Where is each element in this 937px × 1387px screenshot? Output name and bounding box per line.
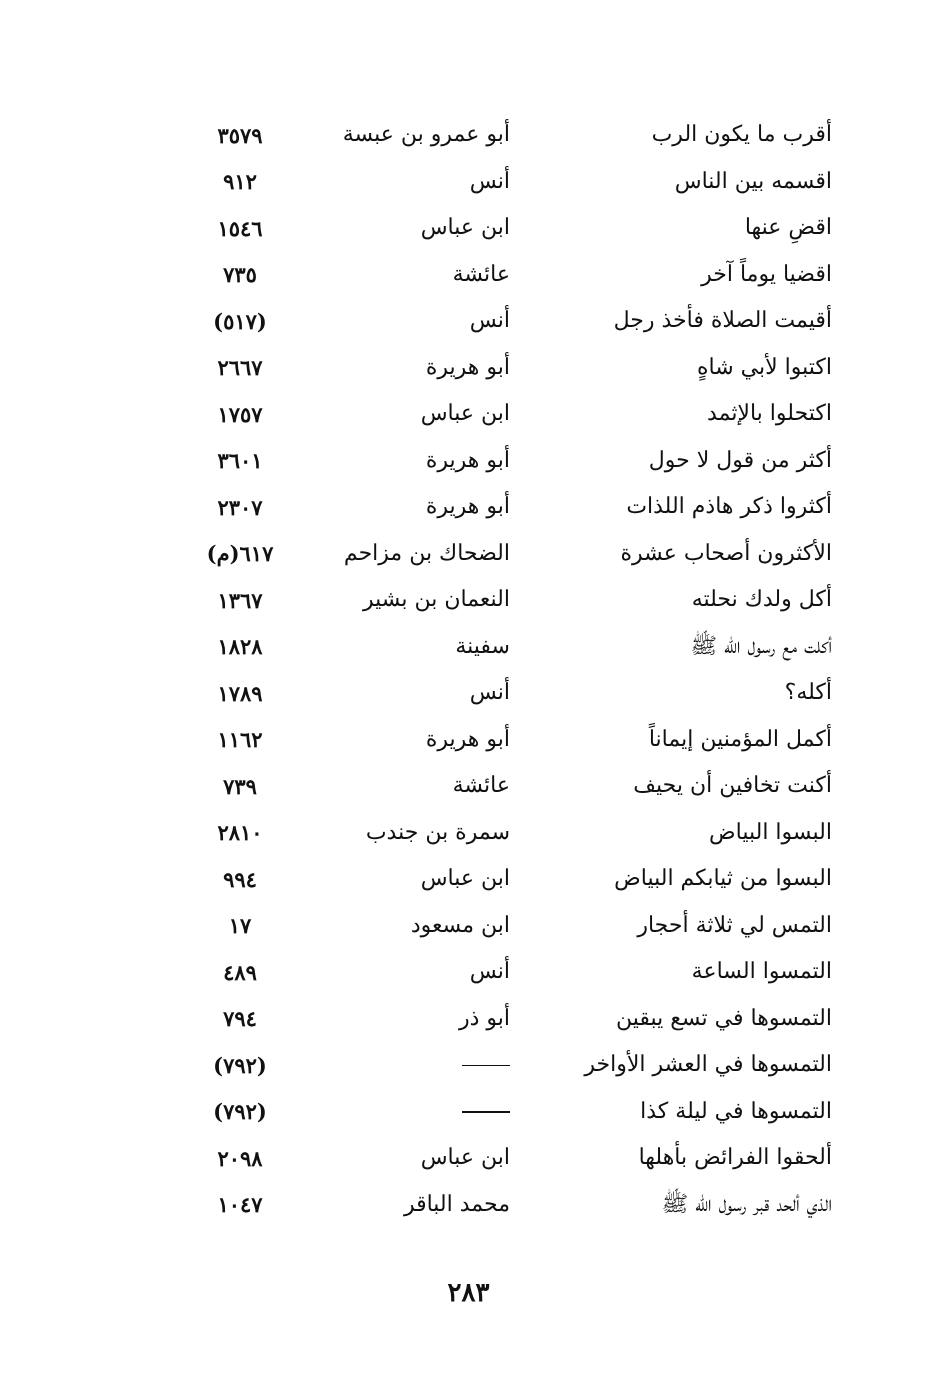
table-row [180,996,840,1043]
narrator-name: ابن عباس [420,1145,510,1171]
narrator-name: أبو ذر [458,1005,510,1031]
table-row [180,1182,840,1229]
hadith-number: (٥١٧) [213,308,267,334]
table-row [180,856,840,903]
hadith-number: ٧٣٥ [223,262,257,288]
table-row [180,763,840,810]
hadith-text: التمس لي ثلاثة أحجار [637,912,832,938]
narrator-name: عائشة [452,773,510,799]
hadith-text: اكتحلوا بالإثمد [707,401,832,427]
hadith-number: ١٧٨٩ [217,680,263,706]
hadith-number: ١٠٤٧ [217,1192,263,1218]
table-row [180,345,840,392]
narrator-name: سفينة [455,633,510,659]
table-row [180,298,840,345]
hadith-number: ١٨٢٨ [217,634,263,660]
table-row [180,1089,840,1136]
hadith-number: ١٧٥٧ [217,401,263,427]
narrator-name: ابن عباس [420,215,510,241]
hadith-text: التمسوها في العشر الأواخر [584,1052,832,1078]
hadith-text: أقرب ما يكون الرب [651,122,832,148]
hadith-index-table [180,112,840,1228]
page-number: ٢٨٣ [447,1278,490,1308]
hadith-number: ٧٣٩ [223,773,257,799]
narrator-name: محمد الباقر [403,1191,510,1217]
narrator-name: ابن مسعود [410,912,510,938]
narrator-name: النعمان بن بشير [362,587,510,613]
hadith-number: ٣٥٧٩ [217,122,263,148]
hadith-number: ٣٦٠١ [217,448,263,474]
hadith-number: (٧٩٢) [213,1052,267,1078]
narrator-name: أبو هريرة [425,354,510,380]
hadith-text: البسوا من ثيابكم البياض [614,866,832,892]
hadith-number: ٢٣٠٧ [217,494,263,520]
hadith-number: ٢٦٦٧ [217,355,263,381]
ditto-dash [462,1111,510,1113]
narrator-name: أنس [469,168,510,194]
hadith-number: ٤٨٩ [223,959,257,985]
hadith-text: اقضِ عنها [744,215,832,241]
table-row [180,810,840,857]
hadith-number: ٩١٢ [223,169,257,195]
hadith-number: (٧٩٢) [213,1099,267,1125]
hadith-text: أكلت مع رسول الله ﷺ [690,633,832,659]
hadith-number: ١١٦٢ [217,727,263,753]
narrator-name: الضحاك بن مزاحم [343,540,510,566]
table-row [180,670,840,717]
table-row [180,1042,840,1089]
hadith-text: ألحقوا الفرائض بأهلها [638,1145,832,1171]
hadith-number: ١٣٦٧ [217,587,263,613]
table-row [180,624,840,671]
narrator-name: أبو هريرة [425,494,510,520]
hadith-text: التمسوها في ليلة كذا [640,1098,832,1124]
ditto-dash [462,1065,510,1067]
hadith-number: ٦١٧(م) [206,541,274,567]
hadith-text: البسوا البياض [709,819,832,845]
narrator-name: أبو هريرة [425,726,510,752]
hadith-text: اقسمه بين الناس [674,168,832,194]
table-row [180,391,840,438]
narrator-name: أبو عمرو بن عبسة [342,122,510,148]
table-row [180,159,840,206]
narrator-name: أنس [469,680,510,706]
hadith-text: أكله؟ [784,680,832,706]
hadith-text: أكل ولدك نحلته [691,587,832,613]
narrator-name [330,1054,510,1076]
hadith-number: ١٧ [228,913,252,939]
hadith-number: ٢٠٩٨ [217,1145,263,1171]
hadith-text: اقضيا يوماً آخر [701,261,832,287]
hadith-number: ٢٨١٠ [217,820,263,846]
hadith-text: الأكثرون أصحاب عشرة [620,540,832,566]
hadith-text: الذي ألحد قبر رسول الله ﷺ [661,1191,832,1217]
hadith-text: أكمل المؤمنين إيماناً [648,726,832,752]
table-row [180,903,840,950]
narrator-name: أبو هريرة [425,447,510,473]
hadith-text: اكتبوا لأبي شاهٍ [697,354,832,380]
table-row [180,112,840,159]
table-row [180,949,840,996]
table-row [180,484,840,531]
hadith-text: التمسوا الساعة [691,959,832,985]
hadith-text: أكثروا ذكر هاذم اللذات [626,494,832,520]
table-row [180,205,840,252]
narrator-name: سمرة بن جندب [365,819,510,845]
hadith-number: ١٥٤٦ [217,215,263,241]
hadith-text: أكثر من قول لا حول [648,447,832,473]
table-row [180,717,840,764]
narrator-name: عائشة [452,261,510,287]
narrator-name [330,1101,510,1123]
hadith-text: أكنت تخافين أن يحيف [633,773,832,799]
hadith-number: ٩٩٤ [223,866,257,892]
narrator-name: أنس [469,308,510,334]
table-row [180,577,840,624]
narrator-name: ابن عباس [420,401,510,427]
table-row [180,531,840,578]
narrator-name: ابن عباس [420,866,510,892]
narrator-name: أنس [469,959,510,985]
hadith-text: التمسوها في تسع يبقين [615,1005,832,1031]
table-row [180,438,840,485]
hadith-number: ٧٩٤ [223,1006,257,1032]
hadith-text: أقيمت الصلاة فأخذ رجل [613,308,832,334]
table-row [180,252,840,299]
table-row [180,1135,840,1182]
